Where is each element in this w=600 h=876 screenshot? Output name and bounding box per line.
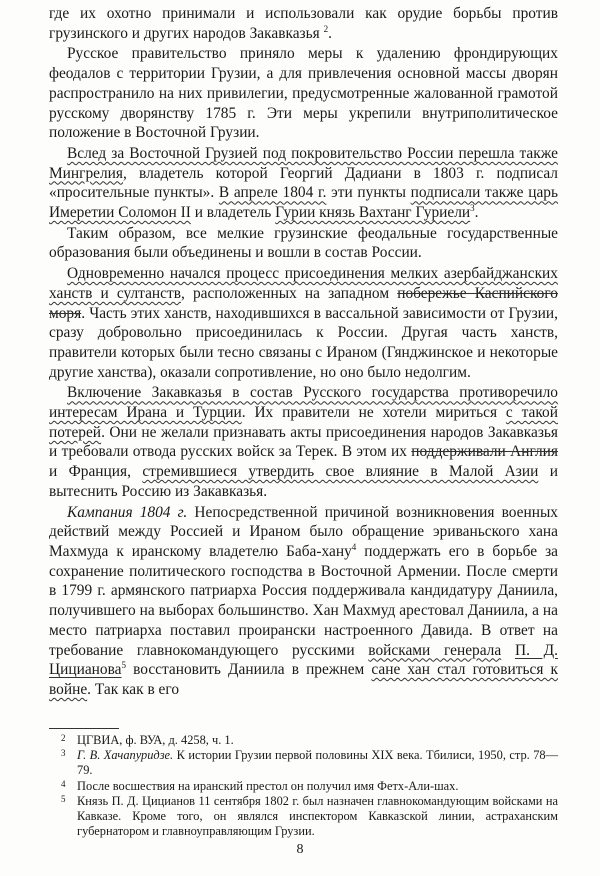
text-run: . Так как в его	[87, 680, 180, 698]
text-run: Русское правительство приняло меры к удалению фрондирующих феодалов с территории Грузии, а для привлечения основной массы дворян распространило на них привилегии, предусмотренные жалованной грамотой русскому дворянству 1785 г. Эти меры укрепили внутриполитическое положение в Восточной Грузии.	[49, 45, 558, 142]
text-run: . Часть этих ханств, находившихся в вассальной зависимости от Грузии, сразу добровольно присоединилась к России. Другая часть ханств, правители которых были тесно связаны с Ираном (Гянджинское и некоторые другие ханства), оказали сопротивление, но оно было недолгим.	[49, 304, 558, 381]
footnote	[49, 794, 558, 840]
footnote-ref: 5	[121, 660, 126, 671]
handwritten-underline: сане хан стал готовиться к войне	[49, 661, 558, 698]
footnote-author: Г. В. Хачапуридзе.	[77, 748, 174, 763]
footnote-ref: 4	[351, 541, 357, 552]
text-run: .	[474, 204, 479, 222]
paragraph	[49, 503, 558, 700]
footnote-text: После восшествия на иранский престол он получил имя Фетх-Али-шах.	[77, 778, 459, 793]
text-run: и владетель	[190, 204, 276, 222]
handwritten-underline: Одновременно начался процесс присоединения мелких азербайджанских ханств и султанств	[49, 265, 558, 302]
footnote-rule	[49, 728, 119, 729]
paragraph	[49, 264, 558, 382]
text-run: и вытеснить Россию из Закавказья.	[49, 463, 558, 500]
section-heading: Кампания 1804 г.	[67, 503, 188, 521]
text-run: . Они не желали признавать акты присоединения народов Закавказья и требовали отвода русских войск за Терек. В этом их	[49, 423, 558, 461]
paragraph	[49, 44, 558, 143]
footnote-mark: 3	[61, 748, 66, 759]
handwritten-underline: Гурии князь Вахтанг Гуриели	[275, 204, 471, 222]
footnote	[49, 733, 558, 748]
handwritten-underline: В апреле 1804 г.	[218, 184, 327, 202]
footnotes	[49, 733, 558, 839]
text-run: поддержать его в борьбе за сохранение политического господства в Восточной Армении. После смерти в 1799 г. армянского патриарха Россия поддерживала кандидатуру Даниила, получившего на выборах большинство. Хан Махмуд арестовал Даниила, а на место патриарха поставил проирански настроенного Давида. В ответ на требование главнокомандующего русскими	[49, 542, 558, 659]
text-run: где их охотно принимали и использовали как орудие борьбы против грузинского и других народов Закавказья	[49, 5, 558, 42]
paragraph	[49, 4, 558, 43]
footnote-mark: 2	[61, 733, 66, 743]
text-run: Непосредственной причиной возникновения военных действий между Россией и Ираном было обращение эриваньского хана Махмуда к иранскому владетелю Баба-хану	[49, 503, 558, 560]
paragraph	[49, 144, 558, 223]
underlined-text: П. Д. Цицианова	[49, 641, 558, 679]
text-run: эти пункты	[326, 184, 411, 202]
paragraph	[49, 383, 558, 501]
footnote-ref: 2	[323, 23, 329, 34]
footnote-mark: 4	[61, 778, 66, 789]
handwritten-underline: подписали также царь Имеретии Соломон II	[49, 184, 559, 222]
footnote-ref: 3	[470, 202, 475, 213]
handwritten-underline: войсками генерала	[368, 641, 502, 659]
text-run: восстановить Даниила в прежнем	[125, 661, 372, 679]
text-run	[501, 642, 515, 659]
text-run: и Франция,	[49, 463, 143, 481]
handwritten-underline: Включение Закавказья в состав Русского государства противоречило интересам Ирана и Турции	[49, 384, 558, 422]
text-run: . Их правители не хотели мириться	[241, 404, 506, 422]
footnote	[49, 779, 558, 794]
text-run: .	[328, 24, 332, 42]
footnote-text: ЦГВИА, ф. ВУА, д. 4258, ч. 1.	[77, 733, 234, 747]
main-text	[49, 4, 558, 701]
text-run: Таким образом, все мелкие грузинские феодальные государственные образования были объединены и вошли в состав России.	[49, 224, 558, 262]
text-run: , владетель которой Георгий Дадиани в 1803 г. подписал «просительные пункты».	[49, 164, 558, 202]
handwritten-underline: Вслед за Восточной Грузией под покровительство России перешла также Мингрелия	[49, 144, 558, 182]
footnote	[49, 748, 558, 778]
handwritten-underline: с такой потерей	[49, 404, 558, 441]
handwritten-strikethrough: поддерживали Англия	[411, 443, 558, 461]
footnote-mark: 5	[61, 793, 66, 804]
footnote-text: Князь П. Д. Цицианов 11 сентября 1802 г. был назначен главнокомандующим войсками на Кавказе. Кроме того, он являлся инспектором Кавказской линии, астраханским губернатором и главноуправляющим Грузии.	[77, 793, 558, 839]
handwritten-strikethrough: побережье Каспийского моря	[49, 284, 558, 322]
handwritten-underline: стремившиеся утвердить свое влияние в Малой Азии	[142, 463, 539, 481]
page-number: 8	[296, 842, 304, 857]
paragraph	[49, 224, 558, 263]
text-run: , расположенных на западном	[180, 284, 398, 302]
footnote-text: К истории Грузии первой половины XIX века. Тбилиси, 1950, стр. 78—79.	[77, 748, 558, 778]
